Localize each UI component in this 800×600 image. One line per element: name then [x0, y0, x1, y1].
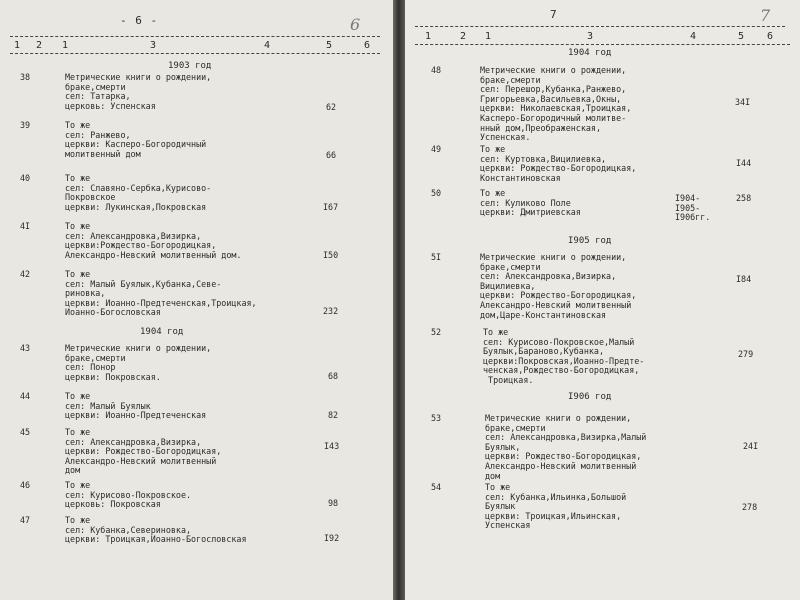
divider — [415, 44, 790, 45]
handwritten-page-number: 6 — [350, 15, 361, 34]
year-heading: I906 год — [568, 392, 612, 402]
page-number: 7 — [550, 8, 558, 21]
divider — [415, 26, 785, 27]
divider — [10, 36, 380, 37]
year-heading: I905 год — [568, 236, 612, 246]
date-range: I904- I905- I906гг. — [675, 193, 711, 223]
right-page: 7 7 1 2 1 3 4 5 6 1904 год 48 Метрические книги о рождении, браке,смерти сел: Перешор,Кубанка,Ранжево, Григорьевка,Васильевка,Окны, церкви: Николаевская,Троицкая, Касперо-Богородичный молитве- нный дом,Преображенская, Успенская. 34I 49 То же сел: Куртовка,Вицилиевка, церкви: Рождество-Богородицкая, Константиновская I44 50 То же сел: Куликово Поле церкви: Дмитриевская I904- I905- I906гг. 258 I905 год 5I Метрические книги о рождении, браке,смерти сел: Александровка,Визирка, Вицилиевка, церкви: Рождество-Богородицкая, Александро-Невский молитвенный дом,Царе-Константиновская I84 52 То же сел: Курисово-Покровское,Малый Буялык,Бараново,Кубанка, церкви:Покровская,Иоанно-Предте- ченская,Рождество-Богородицкая, Троицкая. 279 I906 год 53 Метрические книги о рождении, браке,смерти сел: Александровка,Визирка,Малый Буялык, церкви: Рождество-Богородицкая, Александро-Невский молитвенный дом 24I 54 То же сел: Кубанка,Ильинка,Большой Буялык церкви: Троицкая,Ильинская, Успенская 278 — [405, 0, 800, 600]
handwritten-page-number: 7 — [760, 6, 771, 25]
divider — [10, 53, 380, 54]
year-heading: 1904 год — [568, 48, 612, 58]
year-heading: 1904 год — [140, 327, 184, 337]
book-gutter — [393, 0, 405, 600]
page-number: - 6 - — [120, 14, 159, 27]
left-page: - 6 - 6 1 2 1 3 4 5 6 1903 год 38 Метрические книги о рождении, браке,смерти сел: Татарка, церковь: Успенская 62 39 То же сел: Ранжево, церкви: Касперо-Богородичный молитвенный дом 66 40 То же сел: Славяно-Сербка,Курисово- Покровское церкви: Лукинская,Покровская I67 4I То же сел: Александровка,Визирка, церкви:Рождество-Богородицкая, Александро-Невский молитвенный дом. I50 42 То же сел: Малый Буялык,Кубанка,Севе- риновка, церкви: Иоанно-Предтеченская,Троицкая, Иоанно-Богословская 232 1904 год 43 Метрические книги о рождении, браке,смерти сел: Понор церкви: Покровская. 68 44 То же сел: Малый Буялык церкви: Иоанно-Предтеченская 82 45 То же сел: Александровка,Визирка, церкви: Рождество-Богородицкая, Александро-Невский молитвенный дом I43 46 То же сел: Курисово-Покровское. церковь: Покровская 98 47 То же сел: Кубанка,Севериновка, церкви: Троицкая,Иоанно-Богословская I92 — [0, 0, 393, 600]
year-heading: 1903 год — [168, 61, 212, 71]
